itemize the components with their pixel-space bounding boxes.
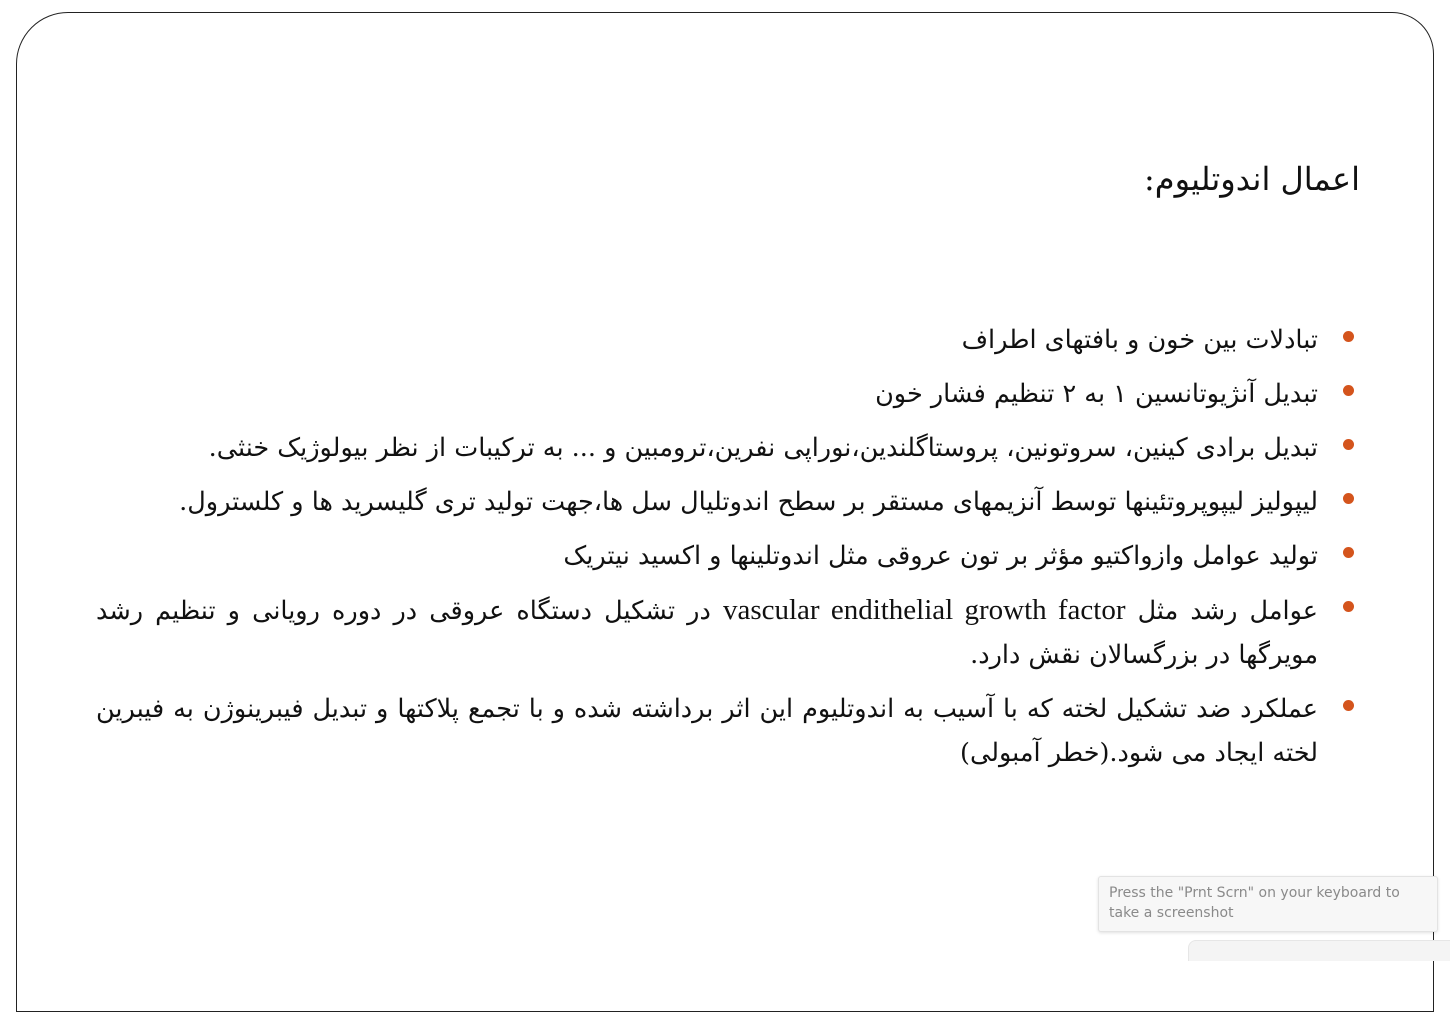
bullet-item-7 [96, 687, 1318, 775]
bullet-item-1 [96, 318, 1318, 362]
bullet-dot-icon [1343, 547, 1354, 558]
bullet-text-before: عوامل رشد مثل [1137, 596, 1318, 626]
corner-widget [1188, 940, 1450, 961]
bullet-latin-term: vascular endithelial growth factor [722, 594, 1126, 626]
slide-title: اعمال اندوتلیوم: [1144, 160, 1360, 198]
bullet-text: تبادلات بین خون و بافتهای اطراف [961, 325, 1318, 355]
bullet-item-3 [96, 426, 1318, 470]
bullet-item-5 [96, 534, 1318, 578]
bullet-text: لیپولیز لیپوپروتئینها توسط آنزیمهای مستقر بر سطح اندوتلیال سل ها،جهت تولید تری گلیسرید ها و کلسترول. [179, 487, 1318, 517]
bullet-dot-icon [1343, 601, 1354, 612]
bullet-list [96, 318, 1318, 785]
bullet-text: تبدیل برادی کینین، سروتونین، پروستاگلندین،نوراپی نفرین،ترومبین و ... به ترکیبات از نظر بیولوژیک خنثی. [208, 433, 1318, 463]
bullet-dot-icon [1343, 700, 1354, 711]
bullet-item-2 [96, 372, 1318, 416]
bullet-text-after: در تشکیل دستگاه عروقی در دوره رویانی و تنظیم رشد مویرگها در بزرگسالان نقش دارد. [96, 596, 1318, 670]
bullet-dot-icon [1343, 331, 1354, 342]
bullet-text: عملکرد ضد تشکیل لخته که با آسیب به اندوتلیوم این اثر برداشته شده و با تجمع پلاکتها و تبدیل فیبرینوژن به فیبرین لخته ایجاد می شود.(خطر آمبولی) [96, 694, 1318, 768]
bullet-text: تبدیل آنژیوتانسین ۱ به ۲ تنظیم فشار خون [875, 379, 1318, 409]
bullet-item-4 [96, 480, 1318, 524]
screenshot-tooltip: Press the "Prnt Scrn" on your keyboard to take a screenshot [1098, 876, 1438, 932]
bullet-text: تولید عوامل وازواکتیو مؤثر بر تون عروقی مثل اندوتلینها و اکسید نیتریک [563, 541, 1318, 571]
bullet-dot-icon [1343, 385, 1354, 396]
bullet-dot-icon [1343, 493, 1354, 504]
bullet-dot-icon [1343, 439, 1354, 450]
bullet-item-6 [96, 588, 1318, 677]
